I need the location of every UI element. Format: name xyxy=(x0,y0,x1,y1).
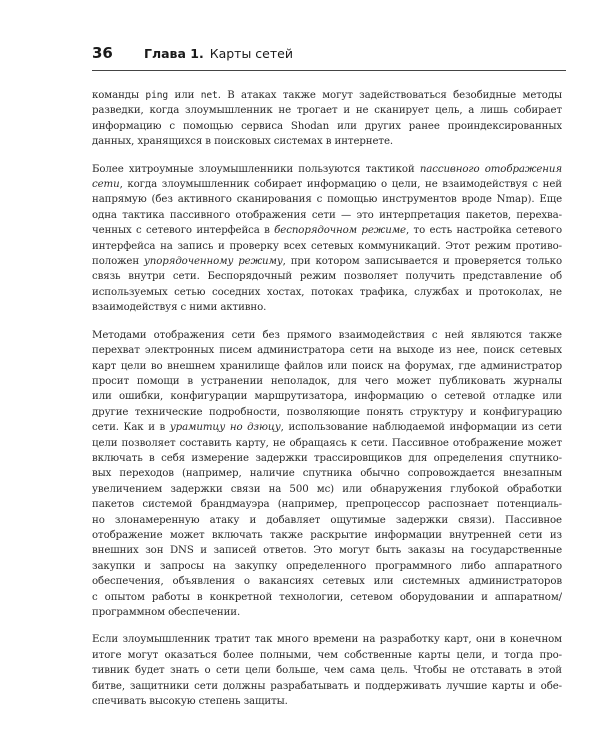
text-line: пакетов системой брандмауэра (например, препроцессор распознает потенциаль- xyxy=(92,499,562,511)
text-line: Более хитроумные злоумышленники пользуются тактикой пассивного отображения xyxy=(92,163,562,175)
text-line: связь внутри сети. Беспорядочный режим позволяет получить представление об xyxy=(92,271,562,283)
text-line: или ошибки, конфигурации маршрутизатора, информацию о сетевой отладке или xyxy=(92,391,562,403)
text-line: сети, когда злоумышленник собирает информацию о цели, не взаимодействуя с ней xyxy=(92,179,562,191)
body-text xyxy=(92,88,562,721)
chapter-label: Глава 1. xyxy=(144,46,204,61)
paragraph-3 xyxy=(92,328,562,621)
text-line: но злонамеренную атаку и добавляет ощутимые задержки связи). Пассивное xyxy=(92,514,562,526)
text-line: отображение может включать также раскрытие информации внутренней сети из xyxy=(92,529,562,541)
text-line: внешних зон DNS и записей ответов. Это могут быть заказы на государственные xyxy=(92,545,562,557)
text-line: карт цели во внешнем хранилище файлов или поиск на форумах, где администратор xyxy=(92,360,562,372)
text-line: с опытом работы в конкретной технологии, сетевом оборудовании и аппаратном/ xyxy=(92,591,562,603)
paragraph-4 xyxy=(92,632,562,709)
text-line: используемых сетью соседних хостах, потоках трафика, службах и протоколах, не xyxy=(92,286,562,298)
text-line: сети. Как и в урамитцу но дзюцу, использование наблюдаемой информации из сети xyxy=(92,422,562,434)
text-line: спечивать высокую степень защиты. xyxy=(92,696,288,708)
text-line: цели позволяет составить карту, не обращаясь к сети. Пассивное отображение может xyxy=(92,437,562,449)
paragraph-2 xyxy=(92,162,562,316)
text-line: ченных с сетевого интерфейса в беспорядочном режиме, то есть настройка сетевого xyxy=(92,225,562,237)
text-line: вых переходов (например, наличие спутника обычно сопровождается внезапным xyxy=(92,468,562,480)
text-line: обеспечения, объявления о вакансиях сетевых или системных администраторов xyxy=(92,576,562,588)
text-line: тивник будет знать о сети цели больше, чем сама цель. Чтобы не отставать в этой xyxy=(92,665,562,677)
page-number: 36 xyxy=(92,44,113,62)
text-line: данных, хранящихся в поисковых системах в интернете. xyxy=(92,136,394,148)
paragraph-1 xyxy=(92,88,562,150)
code-net: net xyxy=(200,90,218,101)
text-line: информацию с помощью сервиса Shodan или других ранее проиндексированных xyxy=(92,120,562,132)
text-line: итоге могут оказаться более полными, чем собственные карты цели, и тогда про- xyxy=(92,649,562,661)
text-line: одна тактика пассивного отображения сети — это интерпретация пакетов, перехва- xyxy=(92,209,562,221)
text-line: разведки, когда злоумышленник не трогает и не сканирует цель, а лишь собирает xyxy=(92,105,562,117)
text-line: другие технические подробности, позволяющие понять структуру и конфигурацию xyxy=(92,406,562,418)
text-line: напрямую (без активного сканирования с помощью инструментов вроде Nmap). Еще xyxy=(92,194,562,206)
text-line: Методами отображения сети без прямого взаимодействия с ней являются также xyxy=(92,329,562,341)
text-line: Если злоумышленник тратит так много времени на разработку карт, они в конечном xyxy=(92,634,562,646)
text-line: взаимодействуя с ними активно. xyxy=(92,302,267,314)
text-line: просит помощи в устранении неполадок, для чего может публиковать журналы xyxy=(92,375,562,387)
chapter-title: Карты сетей xyxy=(209,46,293,61)
text-line: перехват электронных писем администратора сети на выходе из нее, поиск сетевых xyxy=(92,345,562,357)
text-line: закупки и запросы на закупку определенного программного либо аппаратного xyxy=(92,560,562,572)
text-line: увеличением задержки связи на 500 мс) или обнаружения глубокой обработки xyxy=(92,483,562,495)
header-rule xyxy=(92,70,566,71)
text-line: битве, защитники сети должны разрабатывать и поддерживать лучшие карты и обе- xyxy=(92,680,562,692)
text-line: включать в себя измерение задержки трассировщиков для определения спутнико- xyxy=(92,452,562,464)
text-line: интерфейса на запись и проверку всех сетевых коммуникаций. Этот режим противо- xyxy=(92,240,562,252)
running-header xyxy=(92,44,562,66)
text-line: команды ping или net. В атаках также могут задействоваться безобидные методы xyxy=(92,90,563,101)
code-ping: ping xyxy=(145,90,169,101)
text-line: положен упорядоченному режиму, при котором записывается и проверяется только xyxy=(92,256,562,268)
text-line: программном обеспечении. xyxy=(92,607,241,618)
